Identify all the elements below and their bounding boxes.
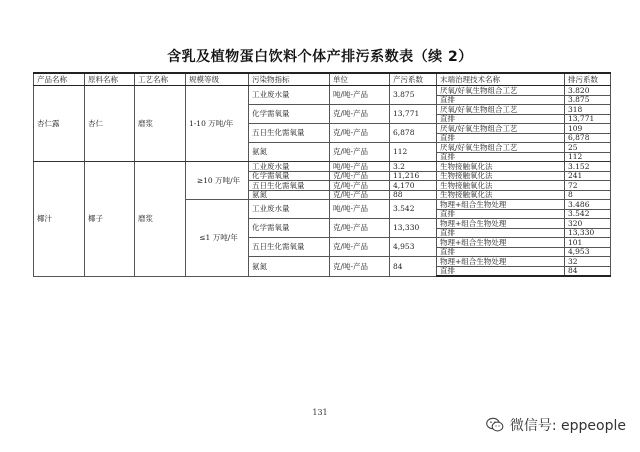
page-title: 含乳及植物蛋白饮料个体产排污系数表（续 2）	[167, 49, 473, 65]
discharge-coefficient: 109	[565, 124, 611, 134]
discharge-coefficient: 25	[565, 143, 611, 153]
pollutant-name: 工业废水量	[249, 162, 330, 172]
unit: 克/吨-产品	[330, 219, 390, 238]
discharge-coefficient: 3.152	[565, 162, 611, 172]
unit: 克/吨-产品	[330, 143, 390, 162]
header-treatment-technology: 末端治理技术名称	[437, 73, 565, 86]
treatment-technology: 直排	[437, 228, 565, 238]
table-header-row	[34, 73, 611, 86]
scale-level: 1-10 万吨/年	[186, 86, 249, 162]
discharge-coefficient: 3.542	[565, 209, 611, 219]
treatment-technology: 直排	[437, 133, 565, 143]
unit: 克/吨-产品	[330, 238, 390, 257]
unit: 克/吨-产品	[330, 181, 390, 191]
discharge-coefficient: 84	[565, 266, 611, 276]
generation-coefficient: 3.2	[390, 162, 437, 172]
treatment-technology: 物理+组合生物处理	[437, 238, 565, 248]
treatment-technology: 厌氧/好氧生物组合工艺	[437, 143, 565, 153]
pollutant-name: 氨氮	[249, 190, 330, 200]
generation-coefficient: 84	[390, 257, 437, 277]
header-scale: 规模等级	[186, 73, 249, 86]
header-unit: 单位	[330, 73, 390, 86]
treatment-technology: 物理+组合生物处理	[437, 219, 565, 229]
process-name: 磨浆	[135, 162, 186, 277]
product-name: 杏仁露	[34, 86, 85, 162]
unit: 吨/吨-产品	[330, 200, 390, 219]
discharge-coefficient: 101	[565, 238, 611, 248]
generation-coefficient: 88	[390, 190, 437, 200]
unit: 克/吨-产品	[330, 124, 390, 143]
discharge-coefficient: 4,953	[565, 247, 611, 257]
pollutant-name: 五日生化需氧量	[249, 181, 330, 191]
product-name: 椰汁	[34, 162, 85, 277]
treatment-technology: 直排	[437, 95, 565, 105]
generation-coefficient: 13,771	[390, 105, 437, 124]
discharge-coefficient: 32	[565, 257, 611, 267]
table-row	[34, 86, 611, 96]
treatment-technology: 生物接触氧化法	[437, 171, 565, 181]
pollutant-name: 化学需氧量	[249, 171, 330, 181]
unit: 克/吨-产品	[330, 105, 390, 124]
discharge-coefficient: 3.820	[565, 86, 611, 96]
generation-coefficient: 13,330	[390, 219, 437, 238]
treatment-technology: 厌氧/好氧生物组合工艺	[437, 86, 565, 96]
pollutant-name: 氨氮	[249, 257, 330, 277]
treatment-technology: 生物接触氧化法	[437, 162, 565, 172]
treatment-technology: 生物接触氧化法	[437, 181, 565, 191]
generation-coefficient: 6,878	[390, 124, 437, 143]
table-row	[34, 162, 611, 172]
treatment-technology: 生物接触氧化法	[437, 190, 565, 200]
header-discharge-coefficient: 排污系数	[565, 73, 611, 86]
generation-coefficient: 3.875	[390, 86, 437, 105]
unit: 吨/吨-产品	[330, 162, 390, 172]
pollutant-name: 五日生化需氧量	[249, 238, 330, 257]
treatment-technology: 直排	[437, 152, 565, 162]
emission-coefficient-table	[33, 72, 611, 277]
pollutant-name: 化学需氧量	[249, 219, 330, 238]
discharge-coefficient: 72	[565, 181, 611, 191]
header-pollutant: 污染物指标	[249, 73, 330, 86]
treatment-technology: 厌氧/好氧生物组合工艺	[437, 105, 565, 115]
generation-coefficient: 3.542	[390, 200, 437, 219]
pollutant-name: 化学需氧量	[249, 105, 330, 124]
generation-coefficient: 4,170	[390, 181, 437, 191]
header-generation-coefficient: 产污系数	[390, 73, 437, 86]
wechat-icon	[486, 417, 504, 433]
watermark-text: 微信号: eppeople	[509, 418, 626, 434]
discharge-coefficient: 320	[565, 219, 611, 229]
generation-coefficient: 112	[390, 143, 437, 162]
header-material: 原料名称	[85, 73, 135, 86]
generation-coefficient: 4,953	[390, 238, 437, 257]
generation-coefficient: 11,216	[390, 171, 437, 181]
treatment-technology: 直排	[437, 209, 565, 219]
treatment-technology: 直排	[437, 247, 565, 257]
material-name: 杏仁	[85, 86, 135, 162]
page-number: 131	[312, 408, 328, 417]
pollutant-name: 工业废水量	[249, 200, 330, 219]
unit: 克/吨-产品	[330, 190, 390, 200]
unit: 克/吨-产品	[330, 171, 390, 181]
process-name: 磨浆	[135, 86, 186, 162]
discharge-coefficient: 241	[565, 171, 611, 181]
treatment-technology: 厌氧/好氧生物组合工艺	[437, 124, 565, 134]
pollutant-name: 五日生化需氧量	[249, 124, 330, 143]
header-product: 产品名称	[34, 73, 85, 86]
treatment-technology: 直排	[437, 266, 565, 276]
discharge-coefficient: 3.486	[565, 200, 611, 210]
discharge-coefficient: 8	[565, 190, 611, 200]
discharge-coefficient: 13,771	[565, 114, 611, 124]
discharge-coefficient: 112	[565, 152, 611, 162]
treatment-technology: 物理+组合生物处理	[437, 200, 565, 210]
wechat-watermark	[486, 415, 626, 435]
scale-level: ≥10 万吨/年	[186, 162, 249, 200]
discharge-coefficient: 13,330	[565, 228, 611, 238]
pollutant-name: 氨氮	[249, 143, 330, 162]
discharge-coefficient: 3.875	[565, 95, 611, 105]
pollutant-name: 工业废水量	[249, 86, 330, 105]
material-name: 椰子	[85, 162, 135, 277]
unit: 吨/吨-产品	[330, 86, 390, 105]
header-process: 工艺名称	[135, 73, 186, 86]
discharge-coefficient: 318	[565, 105, 611, 115]
discharge-coefficient: 6,878	[565, 133, 611, 143]
treatment-technology: 物理+组合生物处理	[437, 257, 565, 267]
scale-level: ≤1 万吨/年	[186, 200, 249, 277]
unit: 克/吨-产品	[330, 257, 390, 277]
treatment-technology: 直排	[437, 114, 565, 124]
